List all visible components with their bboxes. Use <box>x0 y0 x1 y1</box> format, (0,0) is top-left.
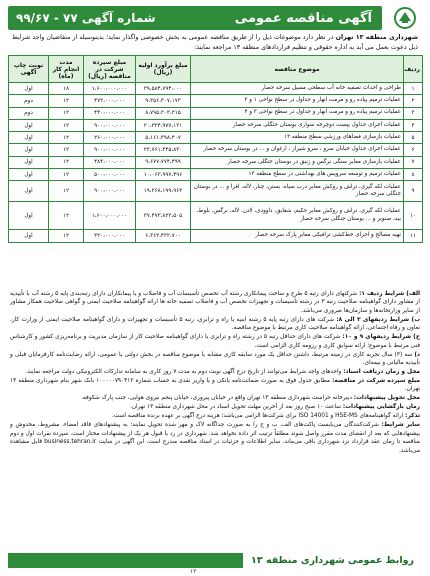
table-row <box>9 95 423 107</box>
print-turn-cell: اول <box>9 119 49 131</box>
row-number-cell: ۱۰ <box>404 202 423 230</box>
table-row <box>9 83 423 95</box>
row-number-cell: ۲ <box>404 95 423 107</box>
deposit-cell: ۳۲۰،۰۰۰،۰۰۰ <box>84 230 136 242</box>
notice-number: شماره آگهی ۷۷ - ۹۹/۶۷ <box>16 11 156 25</box>
row-number-cell: ۴ <box>404 119 423 131</box>
condition-label: محل تحویل پیشنهادات: <box>353 395 420 402</box>
header-print-turn: نوبت چاپ آگهی <box>9 56 49 83</box>
condition-paragraph <box>10 394 420 402</box>
duration-cell: ۱۲ <box>49 230 84 242</box>
condition-text: مطابق جدول فوق به صورت ضمانت‌نامه بانکی و یا واریز نقدی به حساب شماره ۱۰۰۰۰۰۷۹۰۴۱۲ بانک شهر بنام شهرداری منطقه ۱۳ تهران. <box>10 378 420 393</box>
municipality-logo <box>388 5 422 31</box>
table-row <box>9 169 423 181</box>
header-deposit: مبلغ سپرده شرکت در مناقصه (ریال) <box>84 56 136 83</box>
subject-cell: طراحی و احداث تصفیه خانه آب سطحی مسیل سرخه حصار <box>191 83 404 95</box>
subject-cell: عملیات ترمیم پیاده رو و مرمت انهار و جداول در سطح نواحی ۳ و ۴ <box>191 107 404 119</box>
condition-paragraph <box>10 412 420 420</box>
table-row <box>9 144 423 156</box>
intro-text: در نظر دارد موضوعات ذیل را از طریق مناقصه عمومی به بخش خصوصی واگذار نماید؛ بدینوسیله از متقاضیان واجد شرایط ذیل دعوت بعمل می آید به اداره حقوقی و تنظیم قراردادهای منطقه ۱۳ مراجعه نمایند: <box>12 34 418 51</box>
table-row <box>9 230 423 242</box>
header-estimate: مبلغ برآورد اولیه (ریال) <box>136 56 191 83</box>
subject-cell: عملیات لکه گیری، تراش و روکش معابر حکیم، شقایق، داوودی، لادن، لاله، نرگس، بلوط، بید، صنوبر و ... بوستان جنگلی سرخه حصار <box>191 202 404 230</box>
print-turn-cell: اول <box>9 181 49 202</box>
table-row <box>9 119 423 131</box>
deposit-cell: ۲۶۰،۰۰۰،۰۰۰ <box>84 132 136 144</box>
subject-cell: عملیات اجرای جداول خیابان سرو ، سرو شیراز ، ارغوان و ... در بوستان سرخه حصار <box>191 144 404 156</box>
condition-label: الف) شرایط ردیف ۱: <box>359 291 421 297</box>
condition-paragraph <box>10 316 420 333</box>
estimate-cell: ۸،۷۹۵،۳۰۳،۲۱۵ <box>136 107 191 119</box>
footer-bar <box>8 553 243 568</box>
deposit-cell: ۹۰۰،۰۰۰،۰۰۰ <box>84 144 136 156</box>
condition-text: سه (۳) سال تجربه کاری در زمینه مرتبط، داشتن حداقل یک مورد سابقه کاری مشابه با موضوع مناقصه در بخش دولتی یا عمومی، ارائه رضایت‌نامه کارفرمایان قبلی و تأییدیه مالیاتی و بیمه‌ای. <box>10 351 420 367</box>
estimate-cell: ۳۹،۵۸۴،۷۹۴،۰۰۰ <box>136 83 191 95</box>
header-row-number: ردیف <box>404 56 423 83</box>
deposit-cell: ۱،۶۰۰،۰۰۰،۰۰۰ <box>84 83 136 95</box>
row-number-cell: ۷ <box>404 156 423 168</box>
condition-text: ساعت ۱۰ صبح روز بعد از آخرین مهلت تحویل اسناد در محل شهرداری منطقه ۱۳ تهران. <box>129 404 341 411</box>
condition-label: ب) شرایط ردیفهای ۳ الی ۸: <box>336 316 421 323</box>
print-turn-cell: اول <box>9 144 49 156</box>
notice-title: آگهی مناقصه عمومی <box>234 10 372 26</box>
deposit-cell: ۴۴۰،۰۰۰،۰۰۰ <box>84 107 136 119</box>
header-bar <box>8 6 382 30</box>
row-number-cell: ۶ <box>404 144 423 156</box>
print-turn-cell: دوم <box>9 95 49 107</box>
print-turn-cell: اول <box>9 132 49 144</box>
print-turn-cell: اول <box>9 156 49 168</box>
tender-table <box>8 55 423 243</box>
page-number: ۱۲ <box>190 568 197 575</box>
duration-cell: ۱۲ <box>49 156 84 168</box>
condition-text: ارائه گواهینامه‌های HSE-MS و ISO 14001 برای شرکت‌ها الزامی می‌باشد؛ هزینه درج آگهی بر عهده برنده مناقصه است. <box>112 413 404 420</box>
subject-cell: تهیه مصالح و اجرای خط‌کشی ترافیکی معابر پارک سرخه حصار <box>191 230 404 242</box>
table-row <box>9 107 423 119</box>
print-turn-cell: اول <box>9 169 49 181</box>
table-row <box>9 156 423 168</box>
row-number-cell: ۸ <box>404 169 423 181</box>
row-number-cell: ۹ <box>404 181 423 202</box>
condition-label: محل و زمان دریافت اسناد: <box>343 369 420 376</box>
subject-cell: عملیات اجرای جداول پیست دوچرخه سواری بوستان جنگلی سرخه حصار <box>191 119 404 131</box>
intro-org: شهرداری منطقه ۱۳ تهران <box>335 34 419 41</box>
condition-text: واحدهای واجد شرایط می‌توانند از تاریخ درج آگهی نوبت دوم به مدت ۷ روز کاری به سامانه تدارکات الکترونیکی دولت مراجعه نمایند. <box>25 369 342 376</box>
estimate-cell: ۲۰،۳۲۴،۹۷۷،۱۲۱ <box>136 119 191 131</box>
table-row <box>9 181 423 202</box>
row-number-cell: ۱ <box>404 83 423 95</box>
duration-cell: ۱۲ <box>49 95 84 107</box>
subject-cell: عملیات بازسازی فضاهای ورزشی سطح منطقه ۱۳ <box>191 132 404 144</box>
print-turn-cell: اول <box>9 202 49 230</box>
duration-cell: ۱۲ <box>49 202 84 230</box>
table-row <box>9 202 423 230</box>
subject-cell: عملیات بازسازی معابر سنگی نرگس و زنبق در بوستان جنگلی سرخه حصار <box>191 156 404 168</box>
condition-label: د) <box>414 351 420 358</box>
duration-cell: ۱۲ <box>49 107 84 119</box>
estimate-cell: ۵،۱۶۱،۳۹۸،۴۰۷ <box>136 132 191 144</box>
print-turn-cell: اول <box>9 83 49 95</box>
condition-paragraph <box>10 377 420 394</box>
condition-paragraph <box>10 351 420 368</box>
duration-cell: ۱۲ <box>49 119 84 131</box>
condition-text: دبیرخانه حراست شهرداری منطقه ۱۳ تهران واقع در خیابان پیروزی، خیابان پنجم نیروی هوایی، جنب پارک شکوفه. <box>81 395 352 402</box>
print-turn-cell: دوم <box>9 107 49 119</box>
header-duration: مدت انجام کار (ماه) <box>49 56 84 83</box>
print-turn-cell: اول <box>9 230 49 242</box>
duration-cell: ۱۲ <box>49 181 84 202</box>
condition-label: تذکر: <box>405 413 420 420</box>
deposit-cell: ۱،۶۰۰،۰۰۰،۰۰۰ <box>84 202 136 230</box>
condition-text: شرکتهای دارای رتبه ۵ طرح و ساخت پیمانکاری رشته آب تخصص تأسیسات آب و فاضلاب و یا پیمانکاران دارای رتبه‌بندی پایه ۵ رشته آب با تأییدیه از مشاور دارای گواهینامه صلاحیت رتبه ۳ در رشته تأسیسات و تجهیزات تخصص آب و فاضلاب تصفیه خانه ها ارائه گواهینامه صلاحیت ایمنی و گواهی صلاحیت همکار مشاور از سایر وزارتخانه‌ها و سازمان‌ها ضروری می‌باشد. <box>10 291 421 314</box>
condition-text: شرکت های دارای رتبه پایه ۵ رشته ابنیه یا راه و ترابری، رتبه ۵ تأسیسات و تجهیزات و دارای گواهینامه صلاحیت ایمنی از وزارت کار، تعاون و رفاه اجتماعی، ارائه گواهینامه صلاحیت کاری مرتبط با موضوع مناقصه. <box>10 316 420 332</box>
duration-cell: ۱۸ <box>49 83 84 95</box>
subject-cell: عملیات ترمیم و توسعه سرویس های بهداشتی در سطح منطقه ۱۳ <box>191 169 404 181</box>
duration-cell: ۱۲ <box>49 132 84 144</box>
intro-paragraph <box>12 33 418 52</box>
condition-paragraph <box>10 421 420 455</box>
deposit-cell: ۵۰۰،۰۰۰،۰۰۰ <box>84 169 136 181</box>
table-header-row <box>9 56 423 83</box>
deposit-cell: ۹۰۰،۰۰۰،۰۰۰ <box>84 119 136 131</box>
footer <box>8 553 422 568</box>
row-number-cell: ۵ <box>404 132 423 144</box>
estimate-cell: ۶،۳۶۲،۴۳۲،۷۰۰ <box>136 230 191 242</box>
header-subject: موضوع مناقصه <box>191 56 404 83</box>
row-number-cell: ۳ <box>404 107 423 119</box>
condition-text: شرکت های دارای حداقل رتبه ۵ در رشته راه و ترابری یا دارای گواهینامه صلاحیت کار از سازمان مدیریت و برنامه‌ریزی کشور و کارشناس فنی مرتبط با موضوع؛ ارائه سوابق کاری و رزومه کاری الزامی است. <box>10 334 420 349</box>
tehran-municipality-logo-icon <box>391 6 419 30</box>
table-row <box>9 132 423 144</box>
condition-label: سایر شرایط: <box>381 422 421 429</box>
condition-paragraph <box>10 368 420 376</box>
row-number-cell: ۱۱ <box>404 230 423 242</box>
estimate-cell: ۱۹،۲۶۸،۱۹۹،۹۶۲ <box>136 181 191 202</box>
condition-label: مبلغ سپرده شرکت در مناقصه: <box>332 378 421 385</box>
condition-paragraph <box>10 403 420 411</box>
duration-cell: ۱۲ <box>49 169 84 181</box>
deposit-cell: ۴۷۲،۰۰۰،۰۰۰ <box>84 95 136 107</box>
footer-text: روابط عمومی شهرداری منطقه ۱۳ <box>251 555 414 566</box>
conditions-section <box>10 290 420 456</box>
condition-label: زمان بازگشایی پیشنهادات: <box>342 404 420 411</box>
condition-text: شرکت‌کنندگان می‌بایست پاکت‌های الف، ب و ج را به صورت جداگانه لاک و مهر شده تحویل نمایند؛ به پیشنهادهای فاقد امضاء، مشروط، مخدوش و پیشنهادهایی که بعد از انقضای مدت مقرر واصل شوند مطلقاً ترتیب اثر داده نخواهد شد. شهرداری در رد یا قبول هر یک از پیشنهادات مختار است. سپرده نفرات اول و دوم مناقصه تا زمان عقد قرارداد نزد شهرداری باقی می‌ماند. سایر اطلاعات و جزئیات در اسناد مناقصه مندرج است. این آگهی در سایت business.tehran.ir قابل مشاهده می‌باشد. <box>10 422 420 454</box>
notice-header <box>8 6 422 30</box>
subject-cell: عملیات لکه گیری، تراش و روکش معابر درب سیاه، بستن، چنار، لاله، افرا و ... در بوستان جنگلی سرخه حصار <box>191 181 404 202</box>
estimate-cell: ۱۰،۰۶۳،۹۹۷،۴۹۶ <box>136 169 191 181</box>
estimate-cell: ۹،۳۵۶،۳۰۷،۱۷۳ <box>136 95 191 107</box>
estimate-cell: ۲۳،۷۶۱،۴۴۵،۸۳۰ <box>136 144 191 156</box>
condition-paragraph <box>10 290 420 315</box>
estimate-cell: ۳۷،۴۷۳،۸۲۳،۵۰۵ <box>136 202 191 230</box>
condition-label: ج) شرایط ردیفهای ۹ و ۱۰: <box>342 334 421 341</box>
deposit-cell: ۹۰۰،۰۰۰،۰۰۰ <box>84 181 136 202</box>
duration-cell: ۱۲ <box>49 144 84 156</box>
deposit-cell: ۴۸۴،۰۰۰،۰۰۰ <box>84 156 136 168</box>
estimate-cell: ۹،۶۷۷،۷۷۴،۴۹۹ <box>136 156 191 168</box>
subject-cell: عملیات ترمیم پیاده رو و مرمت انهار و جداول در سطح نواحی ۱ و ۲ <box>191 95 404 107</box>
condition-paragraph <box>10 333 420 350</box>
